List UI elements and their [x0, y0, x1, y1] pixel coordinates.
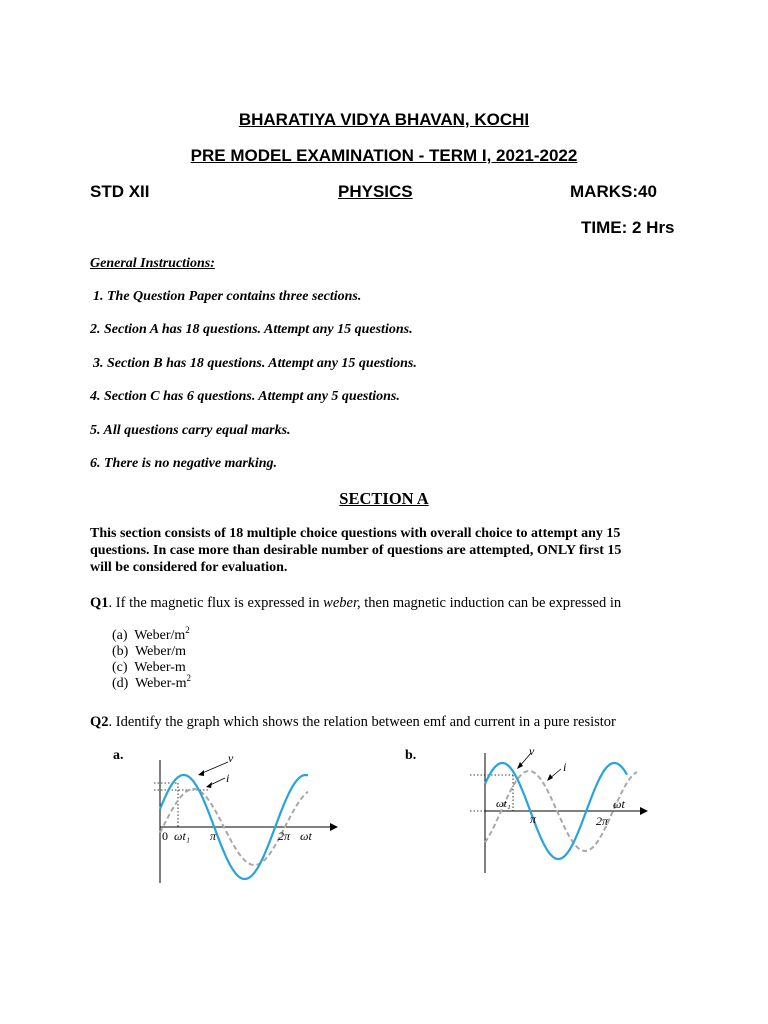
graph-b-x-arrow	[640, 807, 648, 815]
graph-b-v-label: v	[529, 745, 535, 758]
graph-a-2pi-label: 2π	[278, 829, 291, 843]
subject-label: PHYSICS	[338, 182, 413, 201]
graph-a-v-label: v	[228, 751, 234, 765]
school-name: BHARATIYA VIDYA BHAVAN, KOCHI	[238, 110, 530, 129]
section-a-title: SECTION A	[339, 489, 429, 508]
marks-label: MARKS:40	[570, 182, 657, 201]
graph-b-wt1-label: ωt₁	[496, 798, 511, 810]
time-label: TIME: 2 Hrs	[581, 218, 675, 237]
instruction-item: 1. The Question Paper contains three sections.	[93, 289, 362, 304]
graph-a-x-arrow	[330, 823, 338, 831]
question-1-options	[112, 625, 192, 692]
graph-a-i-label: i	[226, 771, 230, 785]
graph-b-pi-label: π	[530, 812, 537, 826]
graph-b-i-label: i	[563, 760, 567, 774]
graph-a-wt-label: ωt	[300, 829, 312, 843]
std-label: STD XII	[90, 182, 150, 201]
graph-a-origin-label: 0	[162, 829, 168, 843]
option-d: (d) Weber-$m^2$	[112, 673, 192, 691]
option-c: (c) Weber-m	[112, 660, 186, 675]
graph-b-2pi-label: 2π	[596, 814, 609, 828]
instruction-item: 5. All questions carry equal marks.	[90, 423, 291, 438]
instruction-item: 2. Section A has 18 questions. Attempt any 15 questions.	[90, 322, 413, 337]
graph-b	[465, 745, 650, 880]
instruction-item: 4. Section C has 6 questions. Attempt any 5 questions.	[90, 389, 400, 404]
instructions-title: General Instructions:	[90, 256, 215, 271]
option-b: (b) Weber/m	[112, 644, 187, 659]
graph-a-label: a.	[113, 748, 124, 763]
graph-b-label: b.	[405, 748, 417, 763]
option-a: (a) Weber/$m^2$	[112, 625, 190, 643]
graph-a	[140, 750, 340, 895]
graph-b-wt-label: ωt	[613, 797, 625, 811]
question-1: Q1. If the magnetic flux is expressed in weber, then magnetic induction can be expressed in	[90, 595, 622, 611]
instruction-item: 6. There is no negative marking.	[90, 456, 278, 471]
instruction-item: 3. Section B has 18 questions. Attempt any 15 questions.	[93, 356, 417, 371]
exam-title: PRE MODEL EXAMINATION - TERM I, 2021-2022	[190, 146, 578, 165]
graph-a-wt1-label: ωt₁	[174, 829, 190, 843]
question-2: Q2. Identify the graph which shows the relation between emf and current in a pure resistor	[90, 714, 616, 730]
graph-a-v-pointer	[200, 762, 228, 774]
section-a-description: This section consists of 18 multiple choice questions with overall choice to attempt any 15 questions. In case more than desirable number of questions are attempted, ONLY first 15 will be considered for evaluation.	[90, 526, 622, 575]
graph-a-pi-label: π	[210, 829, 217, 843]
